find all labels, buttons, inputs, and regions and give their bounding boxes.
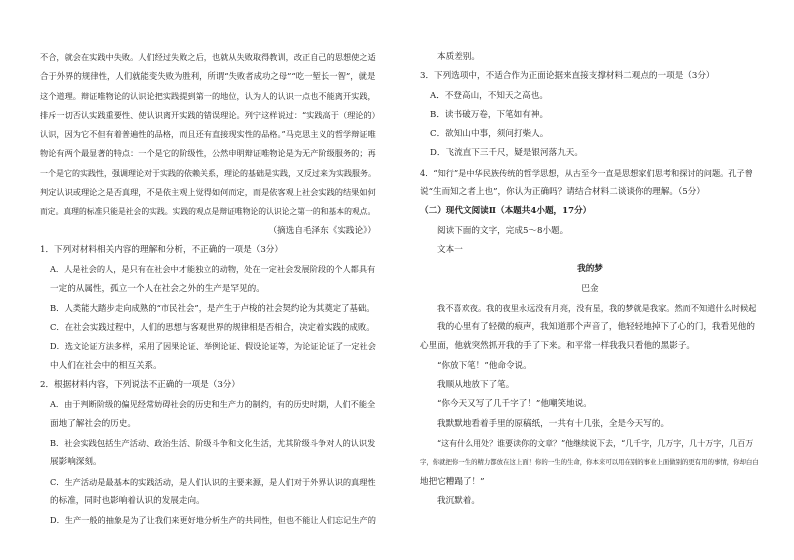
question-1-stem: 1．下列对材料相关内容的理解和分析，不正确的一项是（3分） bbox=[40, 244, 283, 255]
story-line: “你放下笔！”他命令说。 bbox=[437, 360, 532, 371]
story-line: “这有什么用处？谁要读你的文章？”他继续说下去，“几千字，几万字，几十万字，几百万 bbox=[437, 438, 754, 448]
story-line: 我不喜欢夜。我的夜里永远没有月亮，没有星，我的梦就是我家。然而不知道什么时候起 bbox=[437, 302, 757, 313]
question-2-option-c-cont: 的标准，同时也影响着认识的发展走向。 bbox=[50, 495, 205, 506]
question-2-option-c: C．生产活动是最基本的实践活动，是人们认识的主要来源，是人们对于外界认识的真理性 bbox=[50, 476, 376, 487]
passage-line: 物论有两个最显著的特点：一个是它的阶级性，公然申明辩证唯物论是为无产阶级服务的；再 bbox=[40, 148, 376, 159]
question-2-option-a: A．由于判断阶级的偏见经常妨碍社会的历史和生产力的制约，有的历史时期，人们不能全 bbox=[50, 399, 376, 410]
left-column bbox=[40, 48, 380, 530]
question-3-option-c: C．欲知山中事，须问打柴人。 bbox=[430, 129, 549, 140]
passage-citation: （摘选自毛泽东《实践论》） bbox=[268, 225, 376, 236]
question-2-option-b: B．社会实践包括生产活动、政治生活、阶级斗争和文化生活，尤其阶级斗争对人的认识发 bbox=[50, 437, 376, 448]
passage-line: 排斥一切否认实践重要性、使认识离开实践的错误理论。列宁这样说过：“实践高于（理论的） bbox=[40, 109, 380, 120]
section-title: （二）现代文阅读Ⅱ（本题共4小题，17分） bbox=[420, 206, 592, 217]
question-1-option-c: C．在社会实践过程中，人们的思想与客观世界的规律相是否相合，决定着实践的成败。 bbox=[50, 322, 375, 333]
question-3-option-d: D．飞流直下三千尺，疑是银河落九天。 bbox=[430, 148, 583, 159]
story-line: 地把它糟蹋了！” bbox=[420, 476, 485, 487]
question-3-option-b: B．读书破万卷，下笔如有神。 bbox=[430, 109, 549, 120]
question-1-option-d-cont: 中人们在社会中的相互关系。 bbox=[50, 360, 162, 371]
question-3-stem: 3．下列选项中，不适合作为正面论据来直接支撑材料二观点的一项是（3分） bbox=[420, 71, 715, 82]
question-3-option-a: A．不登高山，不知天之高也。 bbox=[430, 90, 548, 101]
question-2-option-d-cont: 本质差别。 bbox=[437, 52, 480, 62]
right-column bbox=[420, 48, 760, 511]
question-1-option-d: D．选文论证方法多样，采用了因果论证、举例论证、假设论证等，为论证论证了一定社会 bbox=[50, 341, 376, 352]
story-line: 我沉默着。 bbox=[437, 495, 480, 506]
story-line: 我顺从地放下了笔。 bbox=[437, 380, 515, 391]
passage-line: 不合，就会在实践中失败。人们经过失败之后，也就从失败取得教训，改正自己的思想使之适 bbox=[40, 52, 376, 62]
passage-line: 认识，因为它不但有着普遍性的品格，而且还有直接现实性的品格。”马克思主义的哲学辩证唯 bbox=[40, 129, 376, 140]
question-2-option-d: D．生产一般的抽象是为了让我们来更好地分析生产的共同性，但也不能让人们忘记生产的 bbox=[50, 515, 376, 526]
story-line: 我默默地看着手里的原稿纸，一共有十几张，全是今天写的。 bbox=[437, 418, 670, 429]
question-1-option-b: B．人类能大踏步走向成熟的“市民社会”，是产生于卢梭的社会契约论为其奠定了基础。 bbox=[50, 302, 375, 313]
story-title: 我的梦 bbox=[577, 264, 603, 275]
passage-line: 这个道理。辩证唯物论的认识论把实践提到第一的地位，认为人的认识一点也不能离开实践， bbox=[40, 90, 376, 101]
story-line: 心里面，他就突然抓开我的手了下来。和平常一样我我只看他的黑影子。 bbox=[420, 341, 696, 352]
question-1-option-a-cont: 一定的从属性，孤立一个人在社会之外的生产是罕见的。 bbox=[50, 283, 265, 294]
question-1-option-a: A．人是社会的人，是只有在社会中才能独立的动物，处在一定社会发展阶段的个人都具有 bbox=[50, 264, 376, 275]
passage-line: 一个是它的实践性，强调理论对于实践的依赖关系，理论的基础是实践，又反过来为实践服务。 bbox=[40, 168, 376, 178]
question-2-stem: 2．根据材料内容，下列说法不正确的一项是（3分） bbox=[40, 380, 240, 391]
story-line: 我的心里有了轻微的痕声，我知道那个声音了，他轻轻地掉下了心的门，我看见他的 bbox=[437, 322, 755, 333]
story-author: 巴金 bbox=[581, 283, 599, 294]
passage-line: 而定。真理的标准只能是社会的实践。实践的观点是辩证唯物论的认识论之第一的和基本的观点。 bbox=[40, 207, 376, 217]
story-line: “你今天又写了几千字了！”他嘲笑地说。 bbox=[437, 399, 592, 410]
question-2-option-b-cont: 展影响深刻。 bbox=[50, 457, 102, 468]
question-4-line: 4．“知行”是中华民族传统的哲学思想，从古至今一直是思想家们思考和探讨的问题。孔子曾 bbox=[420, 167, 753, 178]
question-2-option-a-cont: 面地了解社会的历史。 bbox=[50, 418, 136, 429]
text-label: 文本一 bbox=[437, 244, 463, 255]
section-instruction: 阅读下面的文字，完成5～8小题。 bbox=[437, 225, 569, 236]
passage-line: 合于外界的规律性，人们就能变失败为胜利，所谓“失败者成功之母”“吃一堑长一智”，就是 bbox=[40, 71, 376, 82]
question-4-line: 说“生而知之者上也”，你认为正确吗？请结合材料二谈谈你的理解。（5分） bbox=[420, 187, 705, 198]
story-line: 字，你就把你一生的精力都放在这上面！你的一生的生命，你本来可以用在别的事业上面做别的更有用的事情，你却白白 bbox=[420, 458, 759, 467]
passage-line: 判定认识或理论之是否真理，不是依主观上觉得如何而定，而是依客观上社会实践的结果如何 bbox=[40, 187, 376, 198]
